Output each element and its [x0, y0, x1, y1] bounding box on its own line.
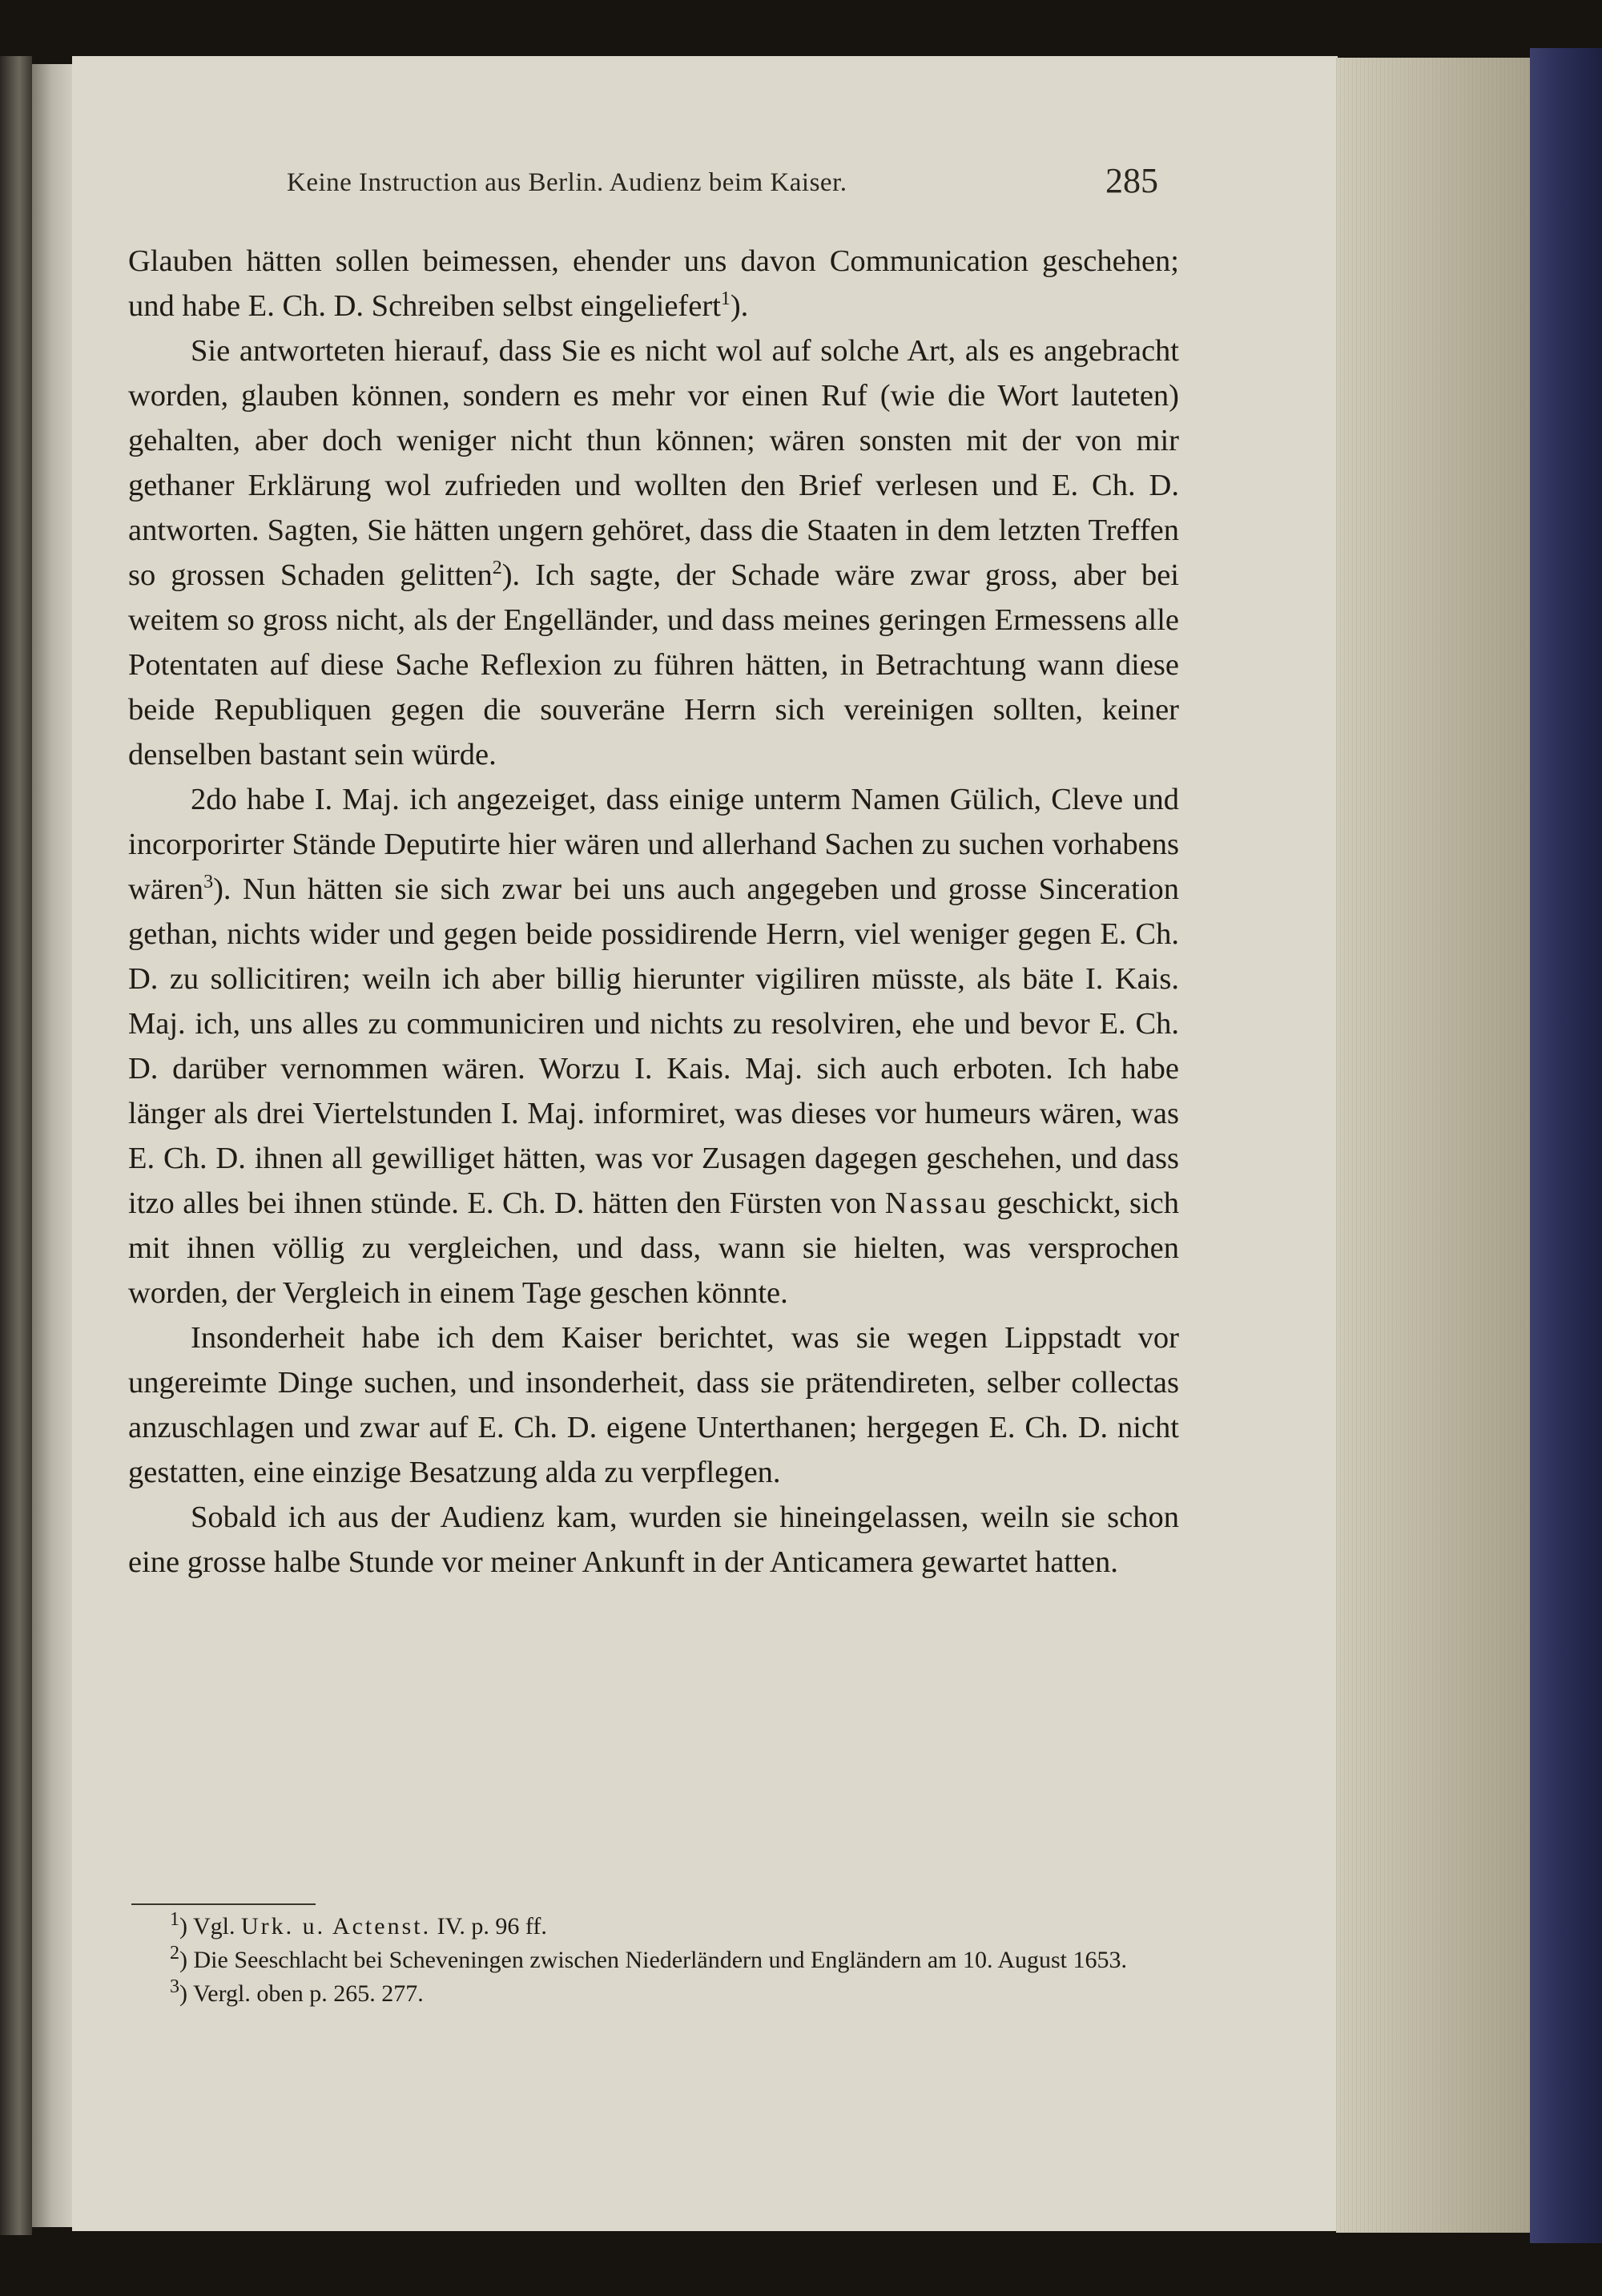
paragraph-5: Sobald ich aus der Audienz kam, wurden sie hineingelassen, weiln sie schon eine grosse halbe Stunde vor meiner Ankunft in der Anticamera gewartet hatten.	[128, 1500, 1179, 1579]
paragraph-3-text-a: habe I. Maj. ich angezeiget, dass einige unterm Namen Gülich, Cleve und incorporirter Stände Deputirte hier wären und allerhand Sachen zu suchen vorhabens wären	[128, 783, 1179, 906]
footnote-1-text: IV. p. 96 ff.	[431, 1913, 547, 1940]
footnote-3-mark: 3	[170, 1976, 179, 1997]
paragraph-2	[128, 328, 1179, 777]
footnote-2-mark: 2	[170, 1943, 179, 1964]
footnote-1-source: Urk. u. Actenst.	[240, 1913, 432, 1940]
paragraph-1-end: ).	[730, 289, 749, 323]
paragraph-1-text: Glauben hätten sollen beimessen, ehender uns davon Communication geschehen; und habe E. Ch. D. Schreiben selbst eingeliefert	[128, 244, 1179, 323]
running-head: Keine Instruction aus Berlin. Audienz beim Kaiser.	[287, 168, 847, 197]
paragraph-3-prefix: 2do	[191, 783, 237, 816]
footnote-1-lead: Vgl.	[192, 1913, 241, 1940]
footnote-3-text: Vergl. oben p. 265. 277.	[192, 1980, 424, 2007]
paragraph-2-text-b: ). Ich sagte, der Schade wäre zwar gross, aber bei weitem so gross nicht, als der Engelländer, und dass meines geringen Ermessens alle Potentaten auf diese Sache Reflexion zu führen hätten, in Betrachtung wann diese beide Republiquen gegen die souveräne Herrn sich vereinigen sollten, keiner denselben bastant sein würde.	[128, 558, 1180, 771]
footnote-rule	[131, 1903, 316, 1905]
paragraph-3-text-b: ). Nun hätten sie sich zwar bei uns auch angegeben und grosse Sinceration gethan, nichts wider und gegen beide possidirende Herrn, viel weniger gegen E. Ch. D. zu sollicitiren; weiln ich aber billig hierunter vigiliren müsste, als bäte I. Kais. Maj. ich, uns alles zu communiciren und nichts zu resolviren, ehe und bevor E. Ch. D. darüber vernommen wären. Worzu I. Kais. Maj. sich auch erboten. Ich habe länger als drei Viertelstunden I. Maj. informiret, was dieses vor humeurs wären, was E. Ch. D. ihnen all gewilliget hätten, was vor Zusagen dagegen geschehen, und dass itzo alles bei ihnen stünde. E. Ch. D. hätten den Fürsten von	[128, 872, 1179, 1220]
previous-page-edge	[0, 56, 32, 2235]
book-cover-board	[1530, 48, 1602, 2243]
page-number: 285	[1105, 161, 1158, 200]
footnote-3: $^3$) Vergl. oben p. 265. 277.	[170, 1976, 424, 2007]
paragraph-3	[128, 777, 1179, 1315]
binding-gutter	[32, 64, 76, 2227]
footnote-ref-2: 2	[492, 558, 502, 579]
footnote-ref-3: 3	[203, 872, 214, 893]
footnote-ref-1: 1	[720, 288, 731, 310]
paragraph-2-text-a: Sie antworteten hierauf, dass Sie es nicht wol auf solche Art, als es angebracht worden, glauben können, sondern es mehr vor einen Ruf (wie die Wort lauteten) gehalten, aber doch weniger nicht thun können; wären sonsten mit der von mir gethaner Erklärung wol zufrieden und wollten den Brief verlesen und E. Ch. D. antworten. Sagten, Sie hätten ungern gehöret, dass die Staaten in dem letzten Treffen so grossen Schaden gelitten	[128, 334, 1179, 592]
footnote-2-text: Die Seeschlacht bei Scheveningen zwischen Niederländern und Engländern am 10. August 1653.	[193, 1947, 1128, 1973]
footnote-1: $^1$) Vgl. Urk. u. Actenst. IV. p. 96 ff.	[170, 1909, 547, 1940]
main-text	[128, 239, 1179, 1585]
footnote-1-mark: 1	[170, 1909, 179, 1930]
paragraph-1	[128, 239, 1179, 328]
stacked-page-edges	[1336, 58, 1546, 2233]
footnotes	[128, 1910, 1179, 2011]
paragraph-3-text-c: geschickt, sich mit ihnen völlig zu vergleichen, und dass, wann sie hielten, was versprochen worden, der Vergleich in einem Tage geschen könnte.	[128, 1186, 1179, 1310]
paragraph-4: Insonderheit habe ich dem Kaiser berichtet, was sie wegen Lippstadt vor ungereimte Dinge suchen, und insonderheit, dass sie prätendireten, selber collectas anzuschlagen und zwar auf E. Ch. D. eigene Unterthanen; hergegen E. Ch. D. nicht gestatten, eine einzige Besatzung alda zu verpflegen.	[128, 1321, 1179, 1489]
paragraph-3-nassau: Nassau	[884, 1186, 988, 1220]
footnote-2: $^2$) Die Seeschlacht bei Scheveningen zwischen Niederländern und Engländern am 10. August 1653.	[170, 1943, 1128, 1973]
